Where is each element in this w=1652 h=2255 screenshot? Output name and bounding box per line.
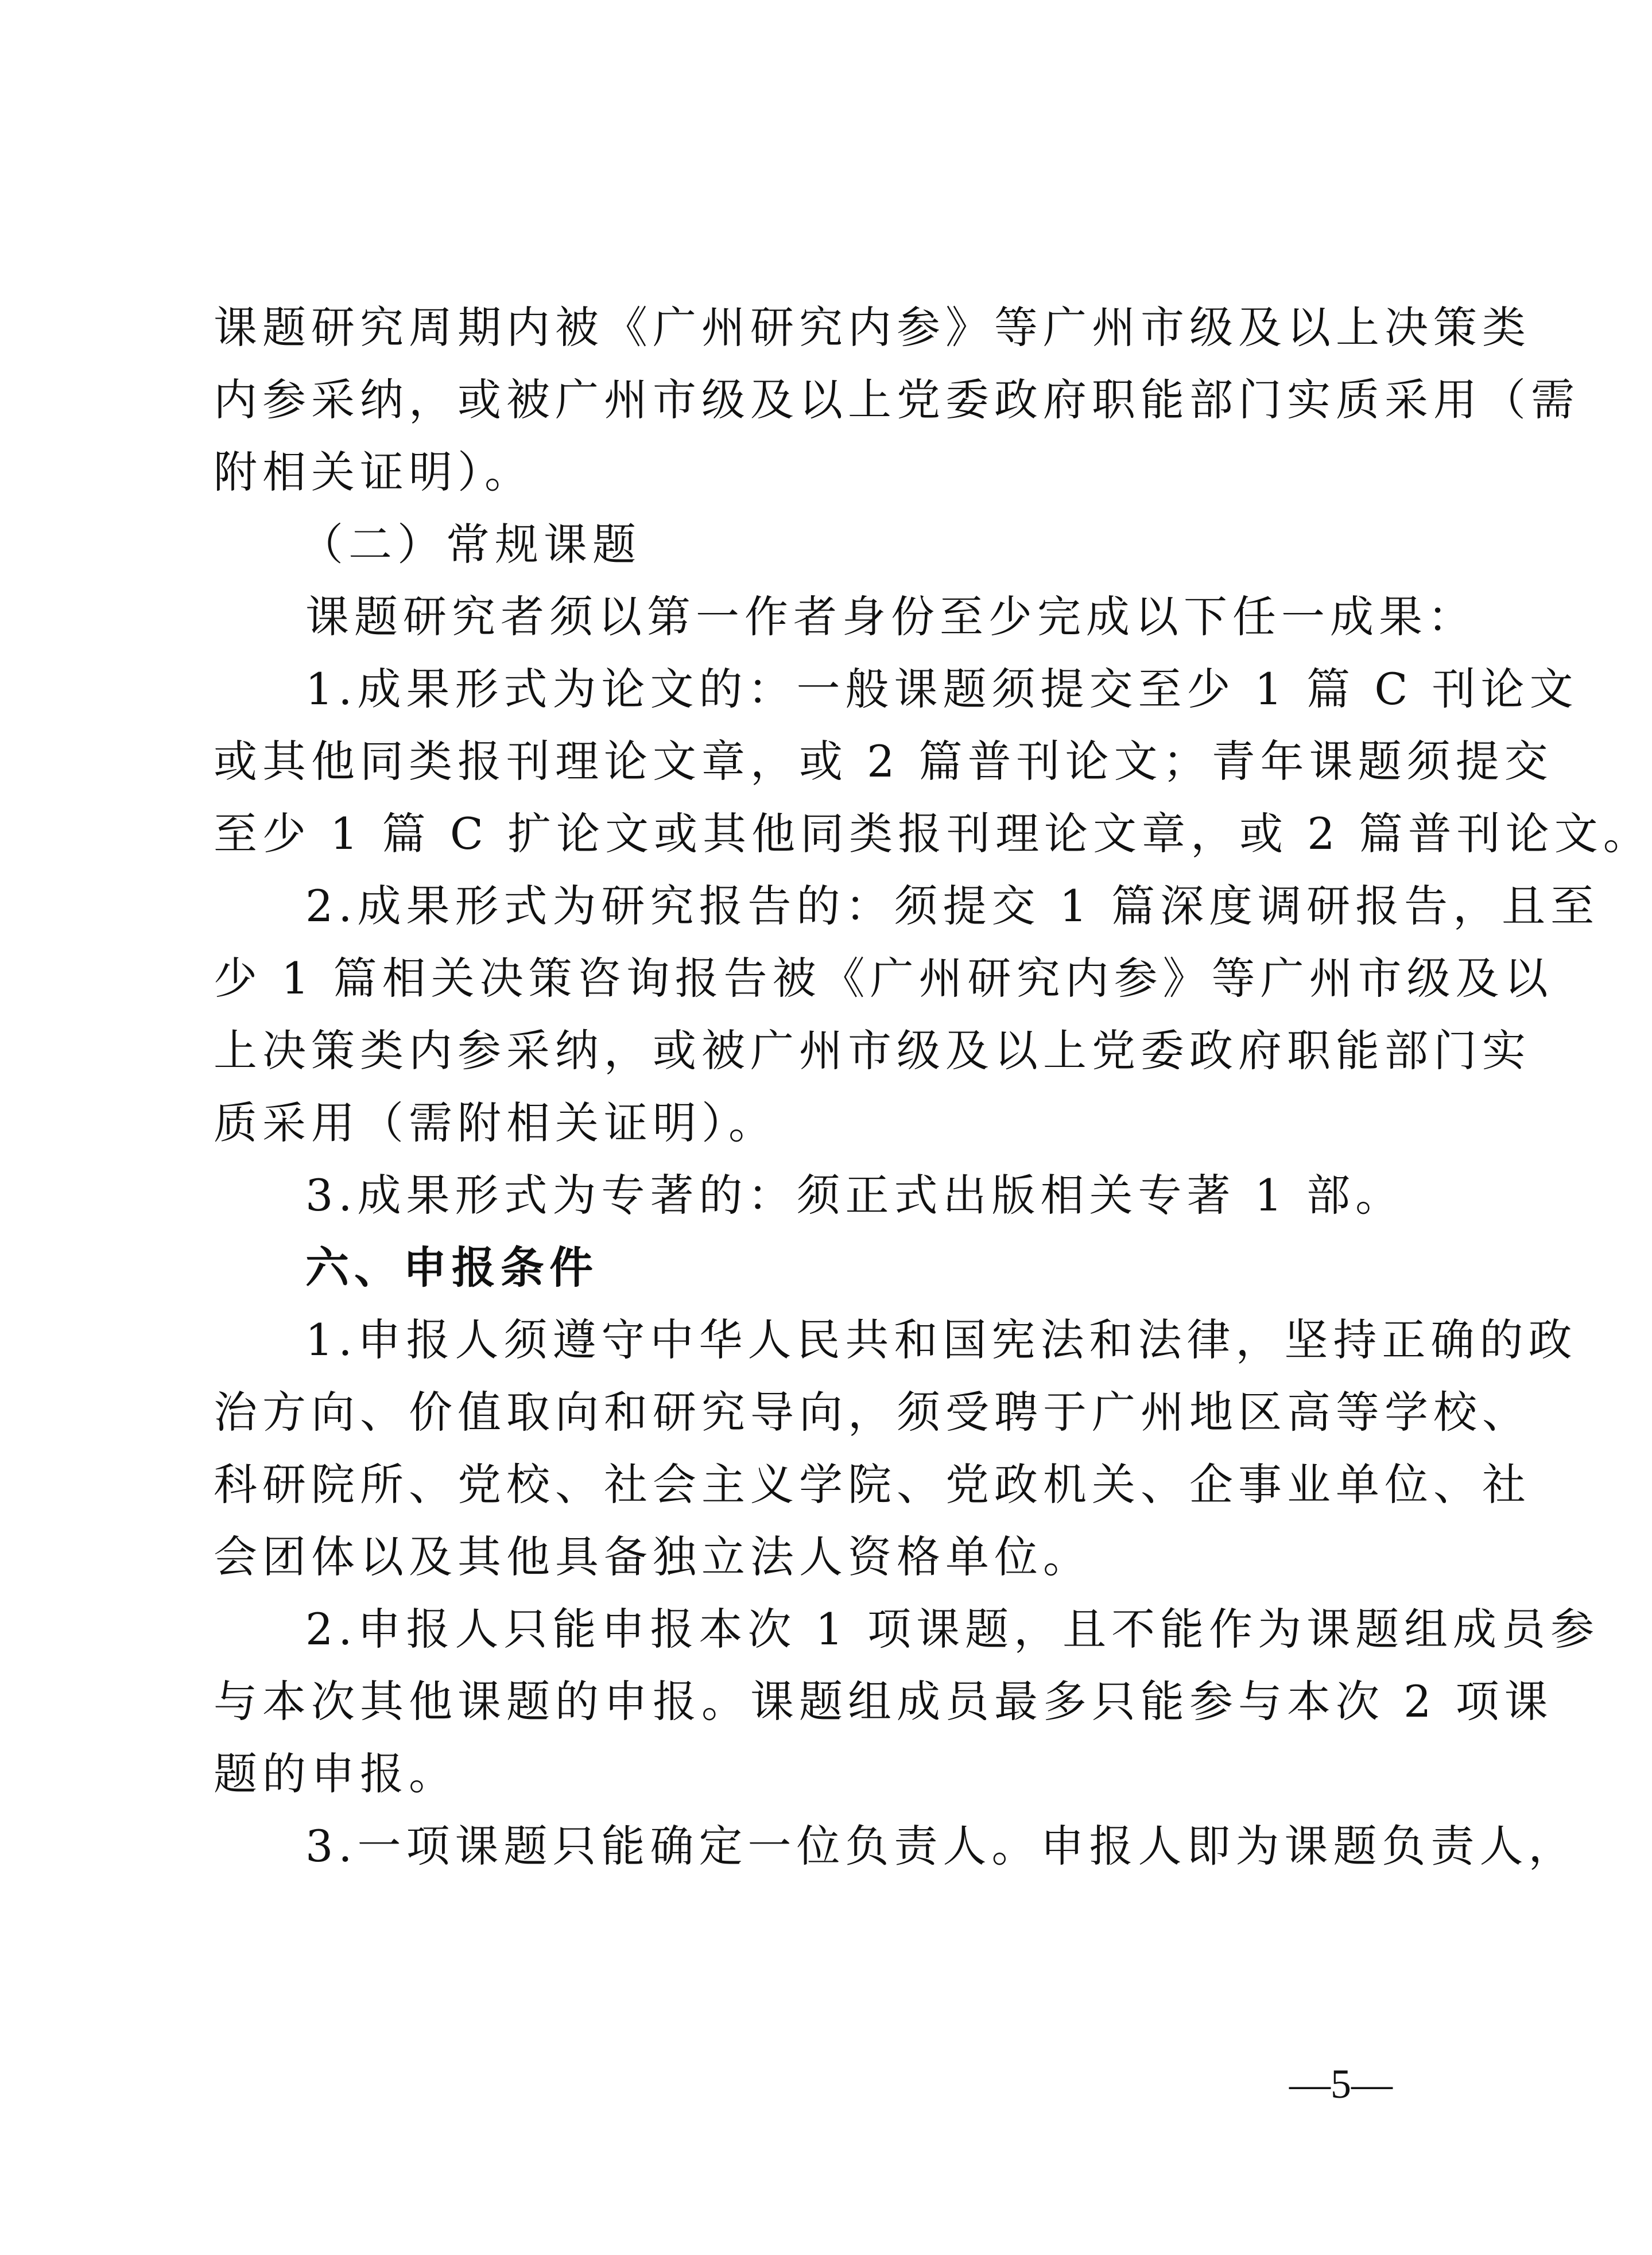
paragraph-line: 2.成果形式为研究报告的：须提交 1 篇深度调研报告，且至 — [305, 880, 1600, 932]
paragraph-line: 题的申报。 — [214, 1748, 457, 1799]
paragraph-line: 附相关证明）。 — [214, 447, 533, 498]
section-subheading: （二）常规课题 — [300, 519, 641, 570]
paragraph-line: 至少 1 篇 C 扩论文或其他同类报刊理论文章，或 2 篇普刊论文。 — [214, 808, 1652, 859]
paragraph-line: 内参采纳，或被广州市级及以上党委政府职能部门实质采用（需 — [214, 374, 1580, 425]
paragraph-line: 3.成果形式为专著的：须正式出版相关专著 1 部。 — [305, 1170, 1405, 1221]
page-number: —5— — [1289, 2061, 1393, 2107]
paragraph-line: 与本次其他课题的申报。课题组成员最多只能参与本次 2 项课 — [214, 1676, 1553, 1727]
paragraph-line: 会团体以及其他具备独立法人资格单位。 — [214, 1531, 1092, 1582]
paragraph-line: 质采用（需附相关证明）。 — [214, 1097, 777, 1148]
paragraph-line: 3.一项课题只能确定一位负责人。申报人即为课题负责人， — [305, 1821, 1577, 1872]
paragraph-line: 2.申报人只能申报本次 1 项课题，且不能作为课题组成员参 — [305, 1604, 1600, 1655]
paragraph-line: 上决策类内参采纳，或被广州市级及以上党委政府职能部门实 — [214, 1025, 1531, 1076]
paragraph-line: 治方向、价值取向和研究导向，须受聘于广州地区高等学校、 — [214, 1387, 1531, 1438]
paragraph-line: 课题研究周期内被《广州研究内参》等广州市级及以上决策类 — [214, 302, 1531, 353]
section-heading: 六、申报条件 — [305, 1242, 598, 1293]
paragraph-line: 科研院所、党校、社会主义学院、党政机关、企事业单位、社 — [214, 1459, 1531, 1510]
paragraph-line: 1.成果形式为论文的：一般课题须提交至少 1 篇 C 刊论文 — [305, 663, 1579, 715]
paragraph-line: 课题研究者须以第一作者身份至少完成以下任一成果： — [305, 591, 1476, 642]
paragraph-line: 少 1 篇相关决策咨询报告被《广州研究内参》等广州市级及以 — [214, 953, 1553, 1004]
document-body — [214, 292, 1652, 1883]
paragraph-line: 或其他同类报刊理论文章，或 2 篇普刊论文；青年课题须提交 — [214, 736, 1553, 787]
paragraph-line: 1.申报人须遵守中华人民共和国宪法和法律，坚持正确的政 — [305, 1314, 1577, 1365]
